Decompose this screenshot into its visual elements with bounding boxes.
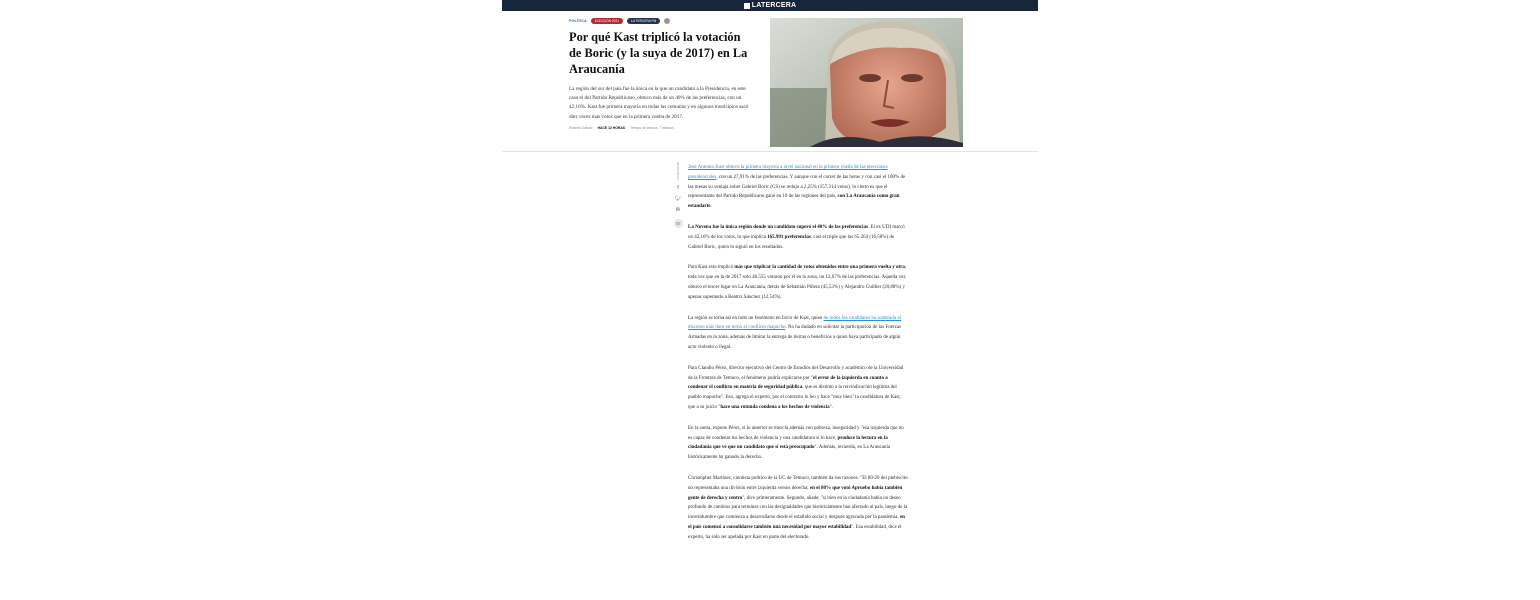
paragraph: Para Kast esto implicó más que triplicar la cantidad de votos obtenidos entre una primera vuelta y otra, toda vez que en la de 2017 solo 46.555 votaron por él en la zona, un 12,67% de las preferencias. Aquella vez obtuvo el tercer lugar en La Araucanía, detrás de Sebastián Piñera (45,53%) y Alejandro Guillier (20,88%) y apenas superando a Beatriz Sánchez (12,54%). <box>688 265 907 300</box>
article-body <box>688 163 908 554</box>
byline <box>569 126 749 130</box>
paragraph: La Novena fue la única región donde un candidato superó el 40% de las preferencias. El ex UDI marcó un 42,16% de los votos, lo que implica 165.991 preferencias, casi el triple que las 65.264 (16,58%) de Gabriel Boric, quien lo siguió en los resultados. <box>688 224 905 250</box>
share-rail <box>673 162 683 228</box>
mail-icon[interactable]: ✉ <box>675 206 681 213</box>
comment-icon[interactable]: 💬︎ <box>675 220 681 226</box>
logo-mark-icon <box>744 3 750 9</box>
site-logo[interactable] <box>744 2 796 9</box>
site-header-bar <box>502 0 1038 11</box>
inline-link[interactable]: de todos los candidatos ha sostenido el discurso más duro en torno al conflicto mapuche <box>688 315 902 331</box>
tag-more-icon[interactable] <box>664 18 670 24</box>
paragraph: Para Claudio Pérez, director ejecutivo del Centro de Estudios del Desarrollo y académico de la Universidad de la Frontera de Temuco, el fenómeno podría explicarse por "el error de la izquierda en cuanto a condenar el conflicto en materia de seguridad pública, que es distinto a la reivindicación legítima del pueblo mapuche". Eso, agrega el experto, por el contrario lo leo y hace "muy bien" la candidatura de Kast, que a su juicio "hace una rotunda condena a los hechos de violencia". <box>688 365 904 410</box>
brand-name: LATERCERA <box>751 2 797 9</box>
paragraph: Christopher Martínez, cientista político de la UC de Temuco, también da sus razones: "El 80-20 del plebiscito no representaba una división entre izquierda versus derecha; en el 80% que votó Apruebo había también gente de derecha y centro", dice primeramente. Segundo, añade, "si bien en la ciudadanía había un deseo profundo de cambios para terminar con las desigualdades que históricamente han afectado al país, luego de la incertidumbre que comienza a desarrollarse desde el estallido social y después agravada por la pandemia, en el país comenzó a consolidarse también una necesidad por mayor estabilidad". Esa estabilidad, dice el experto, ha sido ser apelada por Kast en parte del electorado. <box>688 475 908 540</box>
tag-row <box>569 18 749 24</box>
article-hero <box>502 11 1038 151</box>
tag-election[interactable]: ELECCIÓN 2021 <box>591 18 623 24</box>
twitter-icon[interactable]: 🐦︎ <box>674 195 682 202</box>
hero-text <box>569 18 749 130</box>
facebook-icon[interactable]: f <box>677 184 679 191</box>
inline-link[interactable]: José Antonio Kast obtuvo la primera mayoría a nivel nacional en la primera vuelta de las elecciones presidenciales <box>688 165 888 180</box>
portrait-photo <box>770 18 963 147</box>
paragraph: En la suma, expone Pérez, si lo anterior se mezcla además con pobreza, inseguridad y "esa izquierda que no es capaz de condenar los hechos de violencia y una candidatura sí lo hace, produce la lectura en la ciudadanía que ve que un candidato que sí está preocupado". Además, recuerda, en La Araucanía históricamente ha ganado la derecha. <box>688 425 904 461</box>
article-lead: La región del sur del país fue la única en la que un candidato a la Presidencia, en este caso el del Partido Republicano, obtuvo más de un 40% de las preferencias, con un 42,16%. Kast fue primera mayoría en todas las comunas y en algunos municipios sacó diez veces más votos que en la primera vuelta de 2017. <box>569 86 749 120</box>
section-link[interactable]: POLÍTICA <box>569 19 587 23</box>
author-link[interactable]: Roberto Gálvez <box>569 125 593 130</box>
hero-image <box>770 18 963 147</box>
share-label: COMPARTIR <box>676 162 680 180</box>
paragraph: La región se torna así en todo un fenómeno en favor de Kast, quien de todos los candidatos ha sostenido el discurso más duro en torno al conflicto mapuche. No ha dudado en solicitar la participación de las Fuerzas Armadas en la zona, además de limitar la entrega de tierras o beneficios a quien haya participado de algún acto violento o ilegal. <box>688 315 902 350</box>
publish-time: HACE 12 HORAS <box>597 125 626 130</box>
tag-pm[interactable]: LA TERCERA PM <box>627 18 660 24</box>
reading-time: Tiempo de lectura: 7 minutos <box>630 125 674 130</box>
paragraph: José Antonio Kast obtuvo la primera mayoría a nivel nacional en la primera vuelta de las elecciones presidenciales, con un 27,91% de las preferencias. Y aunque con el correr de las horas y con casi el 100% de las mesas su ventaja sobre Gabriel Boric (CS) se redujo a 2,25% (157,314 votos), lo cierto es que el representante del Partido Republicano ganó en 10 de las regiones del país, con La Araucanía como gran estandarte. <box>688 165 906 210</box>
hero-divider <box>502 151 1038 152</box>
article-title: Por qué Kast triplicó la votación de Boric (y la suya de 2017) en La Araucanía <box>569 30 748 76</box>
